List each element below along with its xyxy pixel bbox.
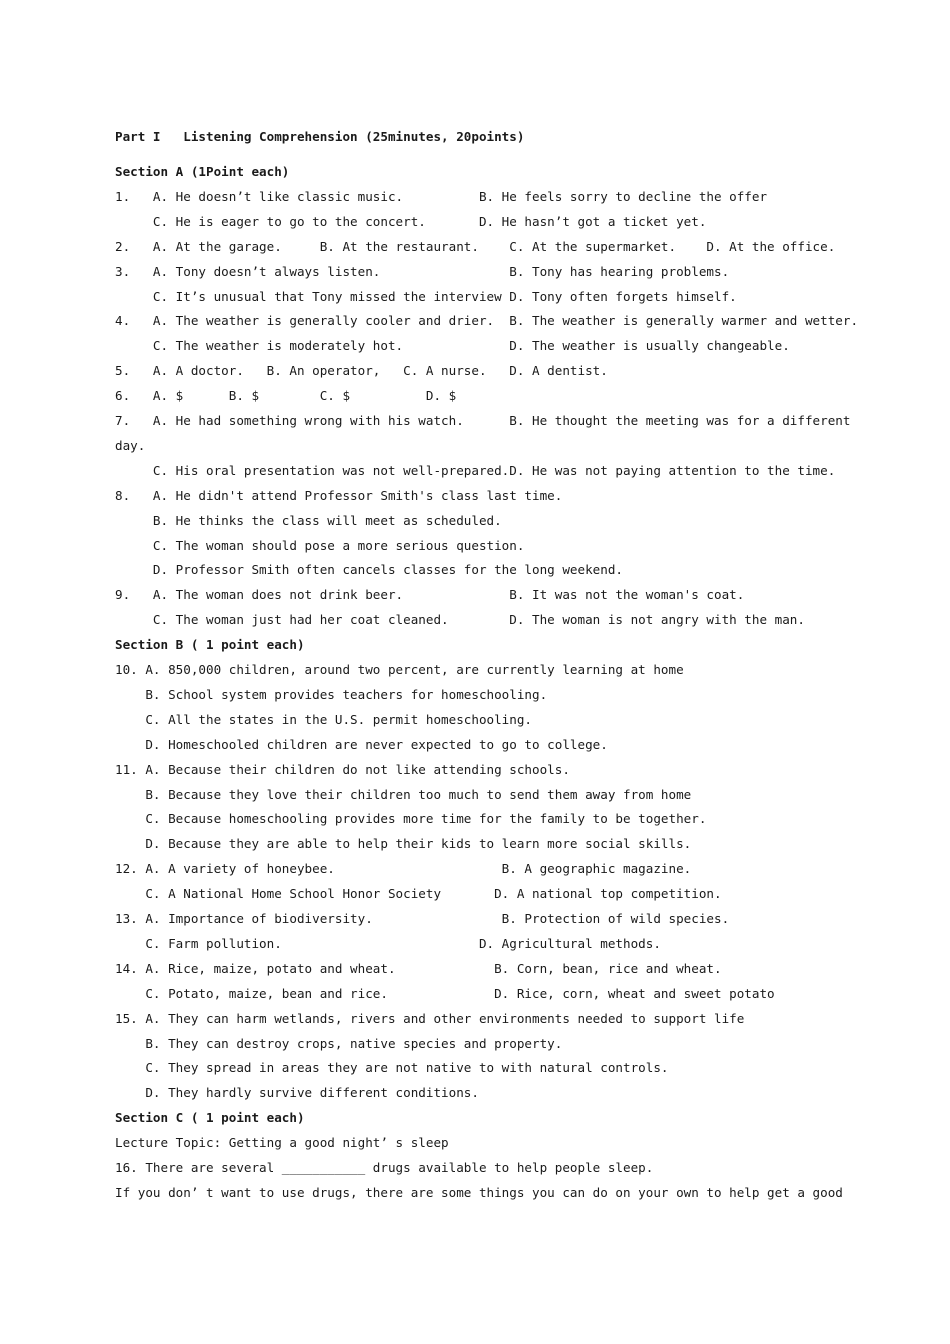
text-line: 6. A. $ B. $ C. $ D. $ — [115, 388, 457, 404]
text-line: 2. A. At the garage. B. At the restaurant. C. At the supermarket. D. At the office. — [115, 238, 836, 254]
text-line: 12. A. A variety of honeybee. B. A geographic magazine. — [115, 861, 692, 877]
text-line: D. Homeschooled children are never expected to go to college. — [115, 736, 608, 752]
text-line: 5. A. A doctor. B. An operator, C. A nurse. D. A dentist. — [115, 363, 608, 379]
text-line: D. They hardly survive different conditions. — [115, 1085, 479, 1101]
text-line: Lecture Topic: Getting a good night’ s sleep — [115, 1135, 449, 1151]
section-heading: Section A (1Point each) — [115, 164, 290, 179]
text-line: 13. A. Importance of biodiversity. B. Protection of wild species. — [115, 911, 730, 926]
text-line: B. Because they love their children too much to send them away from home — [115, 786, 692, 802]
text-line: C. The weather is moderately hot. D. The weather is usually changeable. — [115, 338, 790, 354]
text-line: 9. A. The woman does not drink beer. B. It was not the woman's coat. — [115, 587, 745, 603]
text-line: 16. There are several ___________ drugs available to help people sleep. — [115, 1160, 654, 1175]
text-line: C. Potato, maize, bean and rice. D. Rice, corn, wheat and sweet potato — [115, 985, 775, 1001]
section-heading: Section C ( 1 point each) — [115, 1110, 305, 1126]
text-line: C. All the states in the U.S. permit homeschooling. — [115, 711, 533, 727]
text-line: 14. A. Rice, maize, potato and wheat. B. Corn, bean, rice and wheat. — [115, 960, 722, 976]
text-line: B. They can destroy crops, native species and property. — [115, 1035, 563, 1051]
text-line: 1. A. He doesn’t like classic music. B. He feels sorry to decline the offer — [115, 188, 768, 204]
text-line: C. Because homeschooling provides more time for the family to be together. — [115, 811, 707, 827]
text-line: D. Professor Smith often cancels classes for the long weekend. — [115, 562, 623, 578]
text-line: C. It’s unusual that Tony missed the interview D. Tony often forgets himself. — [115, 288, 737, 304]
text-line: If you don’ t want to use drugs, there are some things you can do on your own to help get a good — [115, 1184, 843, 1200]
text-line: 3. A. Tony doesn’t always listen. B. Tony has hearing problems. — [115, 263, 730, 279]
text-line: C. A National Home School Honor Society D. A national top competition. — [115, 886, 722, 902]
text-line: 10. A. 850,000 children, around two percent, are currently learning at home — [115, 662, 684, 677]
section-heading: Section B ( 1 point each) — [115, 637, 305, 653]
text-line: 8. A. He didn't attend Professor Smith's class last time. — [115, 487, 563, 503]
text-line: C. They spread in areas they are not native to with natural controls. — [115, 1060, 669, 1076]
text-line: B. School system provides teachers for homeschooling. — [115, 686, 548, 702]
text-line: C. The woman should pose a more serious question. — [115, 537, 525, 553]
text-line: C. His oral presentation was not well-prepared.D. He was not paying attention to the time. — [115, 462, 836, 478]
text-line: 7. A. He had something wrong with his watch. B. He thought the meeting was for a different — [115, 413, 851, 428]
text-line: B. He thinks the class will meet as scheduled. — [115, 512, 502, 528]
text-line: 4. A. The weather is generally cooler and drier. B. The weather is generally warmer and wetter. — [115, 313, 859, 329]
text-line: C. The woman just had her coat cleaned. D. The woman is not angry with the man. — [115, 612, 805, 628]
text-line: 15. A. They can harm wetlands, rivers and other environments needed to support life — [115, 1010, 745, 1026]
text-line: C. Farm pollution. D. Agricultural methods. — [115, 935, 661, 951]
text-line: day. — [115, 437, 146, 453]
text-line: D. Because they are able to help their kids to learn more social skills. — [115, 836, 692, 852]
part-title: Part I Listening Comprehension (25minutes, 20points) — [115, 129, 525, 144]
text-line: 11. A. Because their children do not like attending schools. — [115, 761, 570, 777]
text-line: C. He is eager to go to the concert. D. He hasn’t got a ticket yet. — [115, 213, 707, 229]
